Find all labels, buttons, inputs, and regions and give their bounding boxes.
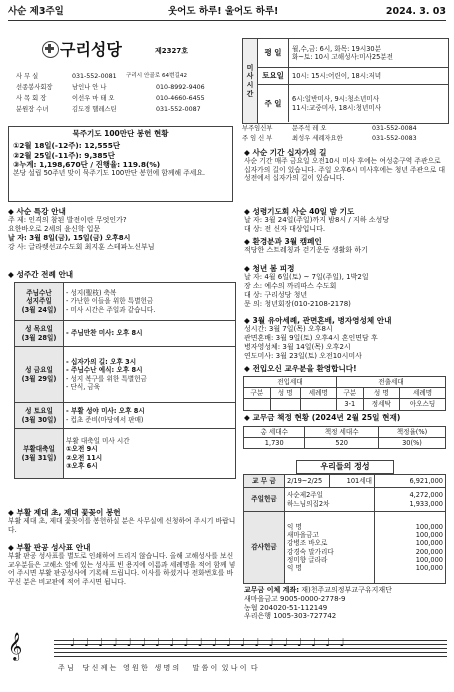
offering-label: 교 무 금 bbox=[244, 475, 285, 488]
mass-row-label: 주 일 bbox=[258, 85, 289, 122]
staff-role: 선종봉사회장 bbox=[16, 83, 53, 91]
flowers-text: 부활 제대 초, 제대 꽃꽂이를 봉헌하실 분은 사무실에 신청하여 주시기 바랍니다. bbox=[8, 517, 236, 534]
spirit-section bbox=[244, 207, 448, 234]
env-title: ◆ 환경분과 3월 캠페인 bbox=[244, 237, 322, 246]
infant-line: 연도미사: 3월 23일(토) 오전10시미사 bbox=[244, 351, 362, 360]
mass-side-label: 미 사 시 간 bbox=[243, 39, 258, 123]
pastor-row: 주 임 신 부 최성우 세례자요한 031-552-0083 bbox=[242, 135, 417, 143]
staff-phone: 010-4660-6455 bbox=[156, 94, 205, 102]
holyweek-row: 성 금요일 (3월 29일) - 십자가의 길: 오후 3시 - 주님수난 예식: 오후 8시 - 성지 복구를 위한 특별헌금 - 단식, 금육 bbox=[15, 347, 236, 403]
mass-row-sunday: 주 일 6시:일반미사, 9시:청소년미사 11시:교중미사, 18시:청년미사 bbox=[258, 85, 448, 122]
pastor-list bbox=[242, 124, 447, 144]
staff-role: 사 무 실 bbox=[16, 72, 39, 80]
issue-number: 제2327호 bbox=[155, 47, 189, 55]
staff-role: 분원장 수녀 bbox=[16, 105, 49, 113]
youth-title: ◆ 청년 봄 피정 bbox=[244, 264, 295, 273]
rosary-line: ②2월 25일(-11주): 9,385단 bbox=[13, 150, 115, 160]
account-line: 농협 204020-51-112149 bbox=[244, 603, 328, 612]
holyweek-row: 부활대축일 (3월 31일) 부활 대축일 미사 시간 ①오전 9시 ②오전 11시 ③오후 6시 bbox=[15, 429, 236, 479]
mass-row-weekday: 평 일 월,수,금: 6시, 화목: 19시30분 화~토: 10시 고해성사:미사25분전 bbox=[258, 39, 448, 68]
staff-address: 구리시 안골로 64번길42 bbox=[126, 73, 188, 79]
holyweek-day: 주님수난 성지주일 (3월 24일) bbox=[15, 283, 64, 321]
rosary-title: 묵주기도 100만단 봉헌 현황 bbox=[72, 129, 169, 138]
lecture-line: 날 자: 3월 8일(금), 15일(금) 오후8시 bbox=[8, 233, 131, 242]
env-section bbox=[244, 237, 448, 255]
youth-line: 대 상: 구리성당 청년 bbox=[244, 290, 308, 299]
lecture-section bbox=[8, 207, 236, 251]
staff-name: 031-552-0081 bbox=[72, 72, 117, 80]
offering-title: 우리들의 정성 bbox=[296, 460, 394, 474]
mass-row-label: 평 일 bbox=[258, 39, 289, 67]
youth-section bbox=[244, 264, 448, 308]
cross-section bbox=[244, 148, 448, 183]
flowers-title: ◆ 부활 제대 초, 제대 꽃꽂이 봉헌 bbox=[8, 508, 121, 517]
staff-phone: 031-552-0087 bbox=[156, 105, 201, 113]
newcomer-table: 전입세대 전출세대 구분 성 명 세례명 구분 성 명 세례명 3-1 정세탁 아오스딩 bbox=[243, 376, 446, 411]
page-header bbox=[8, 6, 446, 21]
rosary-box bbox=[8, 126, 233, 202]
holyweek-title: ◆ 성주간 전례 안내 bbox=[8, 270, 74, 279]
newcomer-header: 전입세대 bbox=[244, 377, 337, 388]
holyweek-day: 부활대축일 (3월 31일) bbox=[15, 429, 64, 479]
mass-times-table bbox=[242, 38, 449, 124]
holyweek-table bbox=[14, 282, 236, 479]
infant-line: 병자영성체: 3월 14일(목) 오후2시 bbox=[244, 342, 351, 351]
mass-row-saturday: 토요일 10시: 15시:어린이, 18시:저녁 bbox=[258, 68, 448, 85]
confession-title: ◆ 부활 판공 성사표 안내 bbox=[8, 543, 91, 552]
rosary-line: ①2월 18일(-12주): 12,555단 bbox=[13, 141, 120, 151]
staff-list bbox=[16, 71, 241, 115]
account-section: 교무금 이체 계좌: 재)천주교의정부교구유지재단 새마을금고 9005-0000-2778-9 농협 204020-51-112149 우리은행 1005-303-727742 bbox=[244, 586, 448, 621]
cross-text: 사순 기간 매주 금요일 오전10시 미사 후에는 여성총구역 주관으로 십자가의 길이 있습니다. 주일 오후6시 미사후에는 청년 주관으로 대성전에서 십자가의 길이 있습니다. bbox=[244, 157, 446, 183]
music-lyrics: 주 님 당 신 께 는 영 원 한 생 명 의 말 씀 이 있 나 이 다 bbox=[58, 664, 258, 672]
offering-label: 감사헌금 bbox=[244, 512, 285, 584]
offering-label: 주일헌금 bbox=[244, 488, 285, 512]
rosary-note: 본당 설립 50주년 맞이 묵주기도 100만단 봉헌에 함께해 주세요. bbox=[13, 169, 206, 178]
youth-line: 문 의: 청년회장(010-2108-2178) bbox=[244, 299, 351, 308]
infant-section bbox=[244, 316, 448, 360]
newcomer-title: ◆ 전입오신 교우분을 환영합니다! bbox=[244, 364, 357, 373]
holyweek-row: 주님수난 성지주일 (3월 24일) - 성지(聖枝) 축복 - 가난한 이들을 위한 특별헌금 - 미사 시간은 주일과 같습니다. bbox=[15, 283, 236, 321]
account-line: 우리은행 1005-303-727742 bbox=[244, 612, 337, 621]
staff-phone: 010-8992-9406 bbox=[156, 83, 205, 91]
holyweek-day: 성 목요일 (3월 28일) bbox=[15, 321, 64, 347]
flowers-section bbox=[8, 508, 236, 534]
holyweek-day: 성 토요일 (3월 30일) bbox=[15, 403, 64, 429]
staff-role: 사 목 회 장 bbox=[16, 94, 47, 102]
spirit-title: ◆ 성령기도회 사순 40일 밤 기도 bbox=[244, 207, 355, 216]
fee-title: ◆ 교무금 책정 현황 (2024년 2월 25일 현재) bbox=[244, 413, 401, 422]
church-name: 구리성당 bbox=[60, 40, 122, 59]
lecture-title: ◆ 사순 특강 안내 bbox=[8, 207, 66, 216]
infant-line: 관면혼배: 3월 9일(토) 오후4시 혼인면담 후 bbox=[244, 334, 378, 343]
account-line: 새마을금고 9005-0000-2778-9 bbox=[244, 594, 346, 603]
lecture-line: 요한바오로 2세의 윤신학 입문 bbox=[8, 225, 101, 234]
music-notes: ♩♩♩♩♩♩♩♩♩♩♩♩♩♩♩♩♩♩♩♩ bbox=[70, 636, 354, 649]
staff-row bbox=[16, 71, 241, 82]
confession-text: 부활 판공 성사표를 별도로 인쇄하여 드리지 않습니다. 올해 고해성사를 보신 교우분들은 고해소 앞에 있는 성사표 빈 용지에 이름과 세례명을 적어 함께 넣어 주시면 부활 판공성사에 기록해 드립니다. 이사를 하셨거나 전화번호를 바꾸신 분은 비교판에 적어 주시면 됩니다. bbox=[8, 552, 236, 586]
holyweek-row: 성 토요일 (3월 30일) - 부활 성야 미사: 오후 8시 - 컵초 준비(마당에서 판매) bbox=[15, 403, 236, 429]
lecture-line: 강 사: 글라렛선교수도회 최지훈 스테파노신부님 bbox=[8, 242, 155, 251]
confession-section bbox=[8, 543, 236, 586]
staff-row bbox=[16, 93, 241, 104]
cross-title: ◆ 사순 기간 십자가의 길 bbox=[244, 148, 327, 157]
staff-name: 이선우 마 태 오 bbox=[72, 94, 115, 102]
infant-title: ◆ 3월 유아세례, 관면혼배, 병자영성체 안내 bbox=[244, 316, 392, 325]
lecture-line: 주 제: 인격의 참된 발전이란 무엇인가? bbox=[8, 216, 127, 225]
mass-row-label: 토요일 bbox=[258, 68, 289, 84]
header-left: 사순 제3주일 bbox=[8, 6, 64, 17]
header-date: 2024. 3. 03 bbox=[385, 6, 446, 17]
header-center: 웃어도 하루! 울어도 하루! bbox=[168, 6, 279, 17]
fee-table: 총 세대수 책정 세대수 책정율(%) 1,730 520 30(%) bbox=[243, 426, 446, 449]
env-text: 적당한 스트레칭과 걷기운동 생활화 하기 bbox=[244, 246, 368, 255]
staff-row bbox=[16, 82, 241, 93]
newcomer-header: 전출세대 bbox=[336, 377, 445, 388]
account-title: 교무금 이체 계좌: bbox=[244, 586, 300, 594]
staff-name: 남인나 안 나 bbox=[72, 83, 107, 91]
rosary-line: ③누계: 1,198,670단 / 진행율: 119.8(%) bbox=[13, 159, 161, 169]
spirit-line: 날 자: 3월 24일(주일)까지 밤8시 / 지하 소성당 bbox=[244, 216, 389, 225]
infant-line: 성시간: 3월 7일(목) 오후8시 bbox=[244, 325, 333, 334]
church-logo-icon bbox=[42, 41, 59, 58]
offering-table: 교 무 금 2/19~2/25 101세대 6,921,000 주일헌금 사순제2주일 하느님의집2차 4,272,000 1,933,000 감사헌금 익 명 새마을금고 강병조 바오로 강경숙 말가리다 정미향 글라라 익 명 100,000 100,000 100,000 200,000 100,000 100,000 bbox=[243, 474, 446, 584]
treble-clef-icon: 𝄞 bbox=[8, 632, 23, 660]
staff-row bbox=[16, 104, 241, 115]
staff-name: 김도경 헬레스틴 bbox=[72, 105, 117, 113]
holyweek-row: 성 목요일 (3월 28일) - 주님만찬 미사: 오후 8시 bbox=[15, 321, 236, 347]
youth-line: 날 자: 4월 6일(토) ~ 7일(주일), 1박2일 bbox=[244, 273, 369, 282]
spirit-line: 대 상: 전 신자 대상입니다. bbox=[244, 225, 326, 234]
pastor-row: 부주임신부 문주석 레 오 031-552-0084 bbox=[242, 125, 417, 133]
youth-line: 장 소: 예수의 까리따스 수도회 bbox=[244, 282, 337, 291]
holyweek-day: 성 금요일 (3월 29일) bbox=[15, 347, 64, 403]
